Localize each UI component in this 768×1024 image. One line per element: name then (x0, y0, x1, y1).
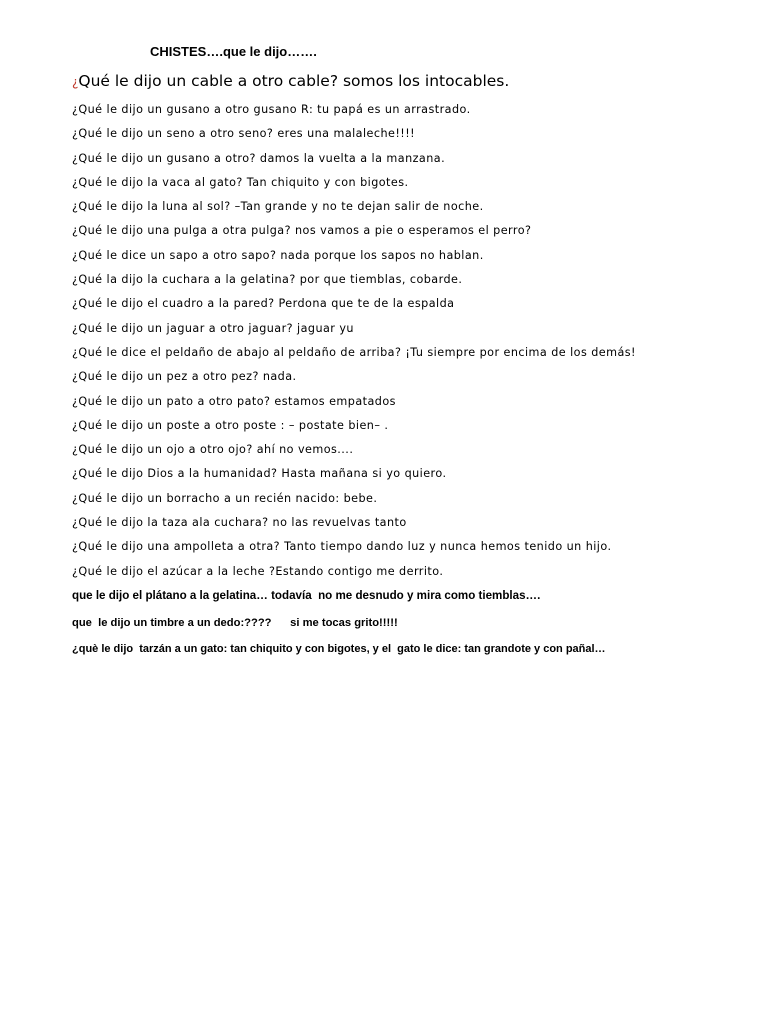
joke-line: ¿Qué le dijo un borracho a un recién nacido: bebe. (72, 491, 378, 505)
joke-line: ¿Qué le dijo una ampolleta a otra? Tanto tiempo dando luz y nunca hemos tenido un hijo. (72, 540, 612, 554)
joke-line: ¿Qué le dijo un gusano a otro gusano R: tu papá es un arrastrado. (72, 103, 471, 116)
joke-line: ¿Qué la dijo la cuchara a la gelatina? por que tiemblas, cobarde. (72, 273, 463, 287)
headline-text: Qué le dijo un cable a otro cable? somos los intocables. (78, 72, 510, 90)
headline-joke (72, 72, 509, 90)
joke-line: ¿Qué le dijo el cuadro a la pared? Perdona que te de la espalda (72, 297, 455, 311)
joke-line: ¿Qué le dijo el azúcar a la leche ?Estando contigo me derrito. (72, 564, 444, 578)
bold-joke-platano: que le dijo el plátano a la gelatina… todavía no me desnudo y mira como tiemblas…. (72, 589, 541, 602)
joke-line: ¿Qué le dijo un ojo a otro ojo? ahí no vemos.... (72, 443, 354, 457)
joke-line: ¿Qué le dijo la vaca al gato? Tan chiquito y con bigotes. (72, 175, 409, 189)
headline-question-mark: ¿ (72, 75, 79, 89)
joke-line: ¿Qué le dijo una pulga a otra pulga? nos vamos a pie o esperamos el perro? (72, 224, 532, 238)
joke-line: ¿Qué le dijo un jaguar a otro jaguar? jaguar yu (72, 321, 354, 335)
joke-line: ¿Qué le dijo Dios a la humanidad? Hasta mañana si yo quiero. (72, 467, 447, 481)
bold-joke-timbre: que le dijo un timbre a un dedo:???? si me tocas grito!!!!! (72, 617, 398, 629)
joke-line: ¿Qué le dijo la luna al sol? –Tan grande y no te dejan salir de noche. (72, 200, 484, 214)
joke-line: ¿Qué le dice el peldaño de abajo al peldaño de arriba? ¡Tu siempre por encima de los demás! (72, 345, 636, 359)
document-title: CHISTES….que le dijo……. (150, 44, 317, 59)
joke-line: ¿Qué le dijo un poste a otro poste : – postate bien– . (72, 418, 389, 432)
joke-line: ¿Qué le dijo un seno a otro seno? eres una malaleche!!!! (72, 127, 416, 141)
joke-line: ¿Qué le dijo la taza ala cuchara? no las revuelvas tanto (72, 516, 407, 530)
bold-joke-tarzan: ¿què le dijo tarzán a un gato: tan chiquito y con bigotes, y el gato le dice: tan grandote y con pañal… (72, 643, 606, 655)
joke-line: ¿Qué le dijo un gusano a otro? damos la vuelta a la manzana. (72, 151, 446, 165)
joke-list (72, 101, 732, 587)
joke-line: ¿Qué le dijo un pato a otro pato? estamos empatados (72, 394, 396, 408)
joke-line: ¿Qué le dice un sapo a otro sapo? nada porque los sapos no hablan. (72, 248, 484, 262)
joke-line: ¿Qué le dijo un pez a otro pez? nada. (72, 370, 297, 384)
